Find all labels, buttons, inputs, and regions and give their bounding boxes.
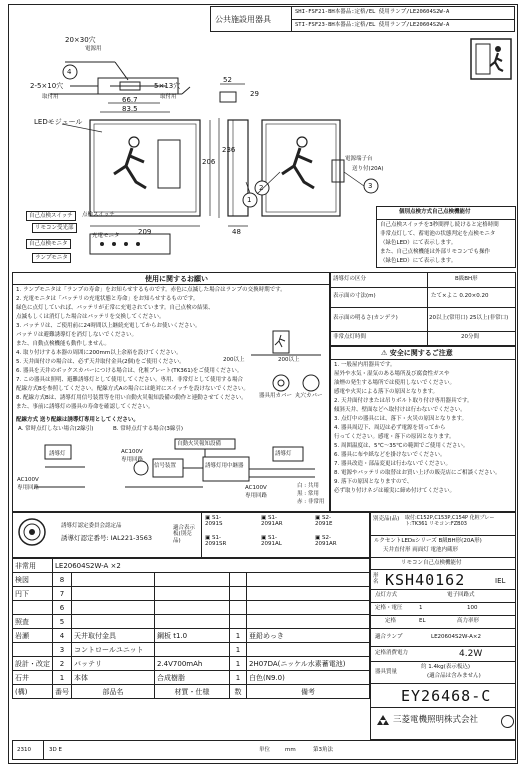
dim-66-7: 66.7 (122, 96, 138, 104)
ac-right: AC100V (245, 485, 267, 491)
spec-key: 表示面の寸法(m) (333, 293, 376, 299)
safety-item: 1. 一般屋内用器具です。 (334, 362, 396, 368)
parts-table (12, 558, 370, 699)
sign-icon: ▣ (261, 535, 267, 541)
table-row: 6 (13, 601, 370, 615)
sign-icon: ▣ (315, 535, 321, 541)
notice-item: 6. 器具を天井のボックスカバーにつける場合は、化粧プレート(TK361)をご使用ください。 (16, 368, 243, 374)
table-row: 設計・改定 2 バッテリ 2.4V700mAh 1 2H07DA(ニッケル水素蓄電池) (13, 657, 370, 671)
product-spec-value: 4.2W (459, 649, 483, 659)
spec-key: 表示面の明るさ(カンデラ) (333, 315, 398, 321)
legend-normal: 黒 : 常用 (297, 491, 319, 497)
callout-3: 3 (368, 182, 373, 190)
relay-label: 誘導灯用中継器 (205, 463, 244, 469)
footer-unit-label: 単位 (259, 747, 271, 753)
spec-table (330, 272, 516, 346)
wiring-lamp-a: 誘導灯 (49, 451, 66, 457)
header-category: 公共施設用器具 (215, 15, 271, 24)
notice-item: また、事前に誘導灯の器具の寿命を確認してください。 (16, 404, 154, 410)
safety-item: 2. 天井面付けまたは吊りボルト取り付け専用器具です。 (334, 398, 473, 404)
sign-code: ▣ S1- 2091AR (261, 515, 283, 528)
sign-grid (205, 515, 369, 557)
table-row: 石井 1 本体 合成樹脂 1 白色(N9.0) (13, 671, 370, 685)
safety-item: 行ってください。感電・落下の原因となります。 (334, 434, 455, 440)
footer-row (12, 740, 516, 760)
self-check-line: （緑色LED）にて表示します。 (380, 240, 457, 246)
dim-hole-power: 20×30穴 (65, 36, 96, 44)
header-model-line1: SHI-FSF21-BH本器品:定格/EL 使用ランプ/LE20604S2W-A (295, 9, 450, 15)
self-check-line: 自己点検スイッチを3秒間押し続けると定格時間 (380, 222, 499, 228)
self-check-line: 非常点灯して、蓄電池の状態判定を点検モニタ (380, 231, 496, 237)
safety-item: 8. 電源やバッテリの取替はお買い上げの販売店にご相談ください。 (334, 470, 501, 476)
product-spec-key: 適合ランプ (375, 634, 403, 640)
legend-emergency: 赤 : 非常用 (297, 499, 325, 505)
circle-mark-icon (501, 715, 514, 728)
wiring-lamp-b: 誘導灯 (275, 451, 292, 457)
signal-device-label: 信号装置 (154, 463, 177, 469)
table-row: 岩瀬 4 天井取付金具 鋼板 t1.0 1 亜鉛めっき (13, 629, 370, 643)
table-row: 円下 7 (13, 587, 370, 601)
spec-value: B級BH形 (455, 276, 478, 282)
lamp-monitor-label: ランプモニタ (32, 253, 71, 263)
series-type: 天井直付形 両面灯 電池内蔵形 (383, 547, 458, 553)
self-check-info-box (376, 206, 516, 268)
spec-value: たて×よこ 0.20×0.20 (431, 293, 489, 299)
notice-item: また、自動点検機能も動作しません。 (16, 341, 110, 347)
dim-hole-power-label: 電源用 (85, 46, 102, 52)
certification-block (12, 512, 370, 558)
self-check-title: 個別点検方式自己点検機能付 (399, 209, 471, 215)
self-check-monitor-label: 自己点検モニタ (26, 239, 71, 249)
product-spec-key: 器具質量 (375, 669, 398, 675)
parts-header-label: 非常用 (13, 559, 53, 573)
sign-code: ▣ S1- 2091S (205, 515, 223, 528)
safety-item: 必ず取り付けネジは確実に締め付けてください。 (334, 488, 456, 494)
footer-code1: 2310 (17, 747, 31, 753)
sign-icon: ▣ (315, 515, 321, 521)
footer-unit: mm (285, 747, 296, 753)
model-suffix: IEL (495, 577, 506, 585)
parts-header-lamp: LE20604S2W-A ×2 (53, 559, 370, 573)
table-row: 検図 8 (13, 573, 370, 587)
wiring-diagram (15, 437, 329, 515)
switch-label-group (26, 211, 156, 267)
safety-item: 屋外や水気・湿気のある場所及び腐食性ガスや (334, 371, 450, 377)
safety-item: 油煙の発生する場所では使用しないでください。 (334, 380, 456, 386)
model-number: KSH40162 (385, 571, 466, 589)
footer-code2: 3D E (49, 747, 62, 753)
charge-monitor-label: 充電モニタ (92, 233, 120, 239)
clearance-diagram (251, 327, 321, 365)
product-spec-key: 点灯方式 (375, 592, 398, 598)
safety-box (330, 346, 516, 512)
dim-slot-label: 取付用 (160, 94, 177, 100)
product-spec-value: 約 1.4kg(表示板込) (421, 664, 470, 670)
table-row: 3 コントロールユニット 1 (13, 643, 370, 657)
sign-code: ▣ S1- 2091SR (205, 535, 227, 548)
spec-value: 20以上(常用口) 25以上(非常口) (429, 315, 509, 321)
header-block (210, 6, 515, 32)
dim-236: 236 (222, 146, 236, 154)
dim-48: 48 (232, 228, 241, 236)
safety-item: 9. 落下の原因となりますので、 (334, 479, 413, 485)
dim-mount-holes: 2-5×10穴 (30, 82, 64, 90)
cover-label-2: 丸穴カバー (295, 393, 323, 399)
notice-item: 1. ランプモニタは「ランプの寿命」をお知らせするものです。赤色に点滅した場合はランプの交換時期です。 (16, 287, 286, 293)
cert-org: 誘導灯認定委員会認定品 (61, 523, 122, 529)
remote-receiver-label: リモコン受光部 (32, 223, 77, 233)
remote-feature: リモコン自己点検機能付 (401, 560, 462, 566)
callout-1: 1 (247, 196, 252, 204)
led-module-label: LEDモジュール (34, 118, 83, 126)
notice-item: バッテリは避難誘導灯を消灯しないでください。 (16, 332, 138, 338)
clearance-2: 200以上 (278, 357, 300, 363)
footer-angle: 第3角法 (313, 747, 333, 753)
spec-value: 20分間 (461, 334, 479, 340)
product-spec-sub: 1 (419, 605, 423, 611)
safety-item: 感電や火災による落下の原因となります。 (334, 389, 439, 395)
series-name: ルクセントLEDsシリーズ B級BH形(20A形) (374, 538, 482, 544)
clearance-1: 200以上 (223, 357, 245, 363)
legend-common: 白 : 共用 (297, 483, 319, 489)
sign-icon: ▣ (205, 515, 211, 521)
ac-mid-sub: 専用回路 (121, 457, 144, 463)
product-spec-key: 定格・電圧 (375, 605, 403, 611)
header-model-line2: STI-FSF23-BH本器品:定格/EL 使用ランプ/LE20604S2W-A (295, 22, 450, 28)
dim-29: 29 (250, 90, 259, 98)
self-check-line: （緑色LED）にて表示します。 (380, 258, 457, 264)
company-name: 三菱電機照明株式会社 (393, 715, 479, 725)
product-spec-value: LE20604S2W-A×2 (431, 634, 481, 640)
safety-item: 6. 器具に布や紙などを掛けないでください。 (334, 452, 446, 458)
dim-206: 206 (202, 158, 216, 166)
terminal-rating: 送り付(20A) (352, 166, 384, 172)
fire-alarm-label: 自動火災報知設備 (177, 441, 222, 447)
product-spec-key: 定格消費電力 (375, 650, 409, 656)
notice-item: 4. 取り付けする本器の周囲に200mm以上余裕を設けてください。 (16, 350, 182, 356)
self-check-switch-label: 自己点検スイッチ (26, 211, 76, 221)
self-check-line: また、自己点検機能は外部リモコンでも操作 (380, 249, 491, 255)
dim-83-5: 83.5 (122, 105, 138, 113)
sign-code: ▣ S1- 2091AL (261, 535, 282, 548)
terminal-label: 電源端子台 (345, 156, 373, 162)
safety-title-text: 安全に関するご注意 (389, 349, 453, 357)
company-logo-icon (375, 714, 391, 733)
usage-notice-title: 使用に関するお願い (145, 275, 208, 283)
notice-item: 8. 配線方式Bは、誘導灯用信号装置等を用い自動火災報知設備の動作と連動させてください。 (16, 395, 247, 401)
notice-item: 3. バッテリは、ご使用前に24時間以上継続充電してからお使いください。 (16, 323, 201, 329)
certification-seal-icon (17, 517, 47, 551)
ac-left: AC100V (17, 477, 39, 483)
cover-label-1: 器具用カバー (259, 393, 293, 399)
exit-sign-icon (468, 36, 514, 82)
spec-key: 非常点灯時間 (333, 334, 367, 340)
sign-icon: ▣ (205, 535, 211, 541)
safety-item: 5. 周囲温度は、5℃〜35℃の範囲でご使用ください。 (334, 443, 469, 449)
sign-icon: ▣ (261, 515, 267, 521)
check-switch-label: 点検スイッチ (82, 212, 115, 218)
ac-left-sub: 専用回路 (17, 485, 40, 491)
dim-209: 209 (138, 228, 152, 236)
table-footer-row: (構) 番号 部品名 材質・仕様 数 備考 (13, 685, 370, 699)
drawing-number: EY26468-C (401, 687, 492, 705)
accessory-label: 別売品(品) (373, 516, 400, 522)
product-info-block (370, 512, 516, 740)
safety-item: 4. 器具周辺下、周辺は必ず電源を切ってから (334, 425, 446, 431)
safety-item: 傾斜天井、壁面などへ取付けは行わないでください。 (334, 407, 466, 413)
callout-4: 4 (67, 68, 72, 76)
product-spec-key: 定格 (385, 618, 397, 624)
wiring-title: 配線方式 送り配線は誘導灯専用としてください。 (16, 417, 139, 423)
safety-item: 7. 器具改造・部品変更は行わないでください。 (334, 461, 451, 467)
sign-code: ▣ S2- 2091E (315, 515, 333, 528)
warning-icon: ⚠ (381, 349, 388, 357)
product-spec-value: 高力率形 (457, 618, 480, 624)
sign-code: ▣ S2- 2091AR (315, 535, 337, 548)
ac-right-sub: 専用回路 (245, 493, 268, 499)
usage-notice-box (12, 272, 330, 512)
ac-mid: AC100V (121, 449, 143, 455)
cert-mark: 適合表示板(別売品) (173, 525, 196, 544)
notice-item: 緑色に点灯していれば、バッテリが正常に充電されています。自己点検の結果、 (16, 305, 214, 311)
notice-item: 点滅もしくは消灯した場合はバッテリを交換してください。 (16, 314, 165, 320)
model-name-label: 形名 (373, 573, 379, 586)
dim-slot: 5×13穴 (154, 82, 181, 90)
dim-mount-holes-label: 取付用 (42, 94, 59, 100)
notice-item: 2. 充電モニタは「バッテリの充電状態と寿命」をお知らせするものです。 (16, 296, 199, 302)
table-row: 照査 5 (13, 615, 370, 629)
callout-2: 2 (259, 184, 264, 192)
safety-item: 3. 点灯中の器具には、落下・火災の原因となります。 (334, 416, 468, 422)
notice-item: 5. 天井面付けの場合は、必ず天井取付金具(2個)をご使用ください。 (16, 359, 185, 365)
product-spec-value: 電子回路式 (447, 592, 475, 598)
spec-key: 誘導灯の区分 (333, 276, 367, 282)
accessory-text: 取付:C152P,C153P,C154P 化粧プレート:TK361 リモコン:FZB03 (405, 515, 495, 527)
notice-item: 7. この器具は照明、避難誘導灯として使用してください。専用、非常灯として使用する場合 (16, 377, 243, 383)
product-spec-value: 100 (467, 605, 478, 611)
dim-52: 52 (223, 76, 232, 84)
wiring-a-label: A. 常時点灯しない場合(2線引) (18, 426, 94, 432)
wiring-b-label: B. 常時点灯する場合(3線引) (113, 426, 184, 432)
product-spec-sub: EL (419, 618, 426, 624)
cert-number: 誘導灯認定番号: IAL221-3563 (61, 534, 153, 542)
safety-title (381, 349, 453, 357)
notice-item: 配線方式Bを参照してください。配線方式Aの場合には絶対にスイッチを設けないでください。 (16, 386, 249, 392)
product-spec-value-note: (適合品は含みません) (427, 673, 481, 679)
